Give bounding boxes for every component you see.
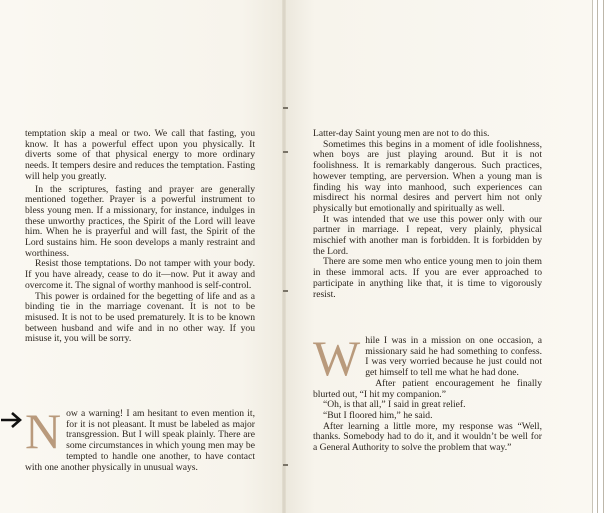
paragraph: Sometimes this begins in a moment of idle foolishness, when boys are just playing around. But it is not foolishness. It is remarkably dangerous. Such practices, however tempting, are perversion. When a young man is finding his way into manhood, such experiences can misdirect his normal desires and pervert him not only physically but emotionally and spiritually as well. bbox=[313, 138, 542, 214]
right-arrow-icon bbox=[0, 410, 24, 430]
paragraph: It was intended that we use this power only with our partner in marriage. I repeat, very plainly, physical mischief with another man is forbidden. It is forbidden by the Lord. bbox=[313, 213, 542, 257]
right-column-text bbox=[313, 129, 542, 300]
paragraph: “But I floored him,” he said. bbox=[323, 409, 433, 421]
binding-mark bbox=[283, 107, 288, 109]
dropcap-letter: W bbox=[313, 330, 361, 386]
paragraph: In the scriptures, fasting and prayer are generally mentioned together. Prayer is a powerful instrument to bless young men. If a missionary, for instance, indulges in these unworthy practices, the Spirit of the Lord will leave him. When he is prayerful and will fast, the Spirit of the Lord sustains him. He soon develops a manly restraint and worthiness. bbox=[25, 183, 255, 259]
right-dropcap-section bbox=[313, 330, 542, 454]
page-edge-line bbox=[603, 0, 604, 513]
paragraph: temptation skip a meal or two. We call that fasting, you know. It has a powerful effect upon you physically. It diverts some of that physical energy to more ordinary needs. It tempers desire and reduces the temptation. Fasting will help you greatly. bbox=[25, 128, 255, 182]
paragraph: Resist those temptations. Do not tamper with your body. If you have already, cease to do it—now. Put it away and overcome it. The signal of worthy manhood is self-control. bbox=[25, 258, 255, 291]
binding-mark bbox=[283, 464, 288, 466]
paragraph: hile I was in a mission on one occasion, a missionary said he had something to confess. I was very worried because he just could not get himself to tell me what he had done. bbox=[365, 335, 542, 379]
paragraph: Latter-day Saint young men are not to do this. bbox=[313, 128, 490, 139]
paragraph: After patient encouragement he finally blurted out, “I hit my companion.” bbox=[313, 377, 542, 400]
dropcap-letter: N bbox=[25, 403, 62, 459]
paragraph: This power is ordained for the begetting of life and as a binding tie in the marriage covenant. It is not to be misused. It is not to be used prematurely. It is to be known between husband and wife and in no other way. If you misuse it, you will be sorry. bbox=[25, 290, 255, 345]
binding-mark bbox=[283, 151, 288, 153]
paragraph: ow a warning! I am hesitant to even mention it, for it is not pleasant. It must be labeled as major transgression. But I will speak plainly. There are some circumstances in which young men may be tempted to handle one another, to have contact with one another physically in unusual ways. bbox=[25, 408, 255, 473]
binding-mark bbox=[283, 290, 288, 292]
left-dropcap-section bbox=[25, 403, 255, 473]
paragraph: There are some men who entice young men to join them in these immoral acts. If you are ever approached to participate in anything like that, it is time to vigorously resist. bbox=[313, 256, 542, 300]
book-gutter bbox=[282, 0, 286, 513]
left-column-text bbox=[25, 129, 255, 345]
page-edge-line bbox=[597, 0, 598, 513]
paragraph: “Oh, is that all,” I said in great relief. bbox=[323, 399, 466, 411]
paragraph: After learning a little more, my response was “Well, thanks. Somebody had to do it, and it wouldn’t be well for a General Authority to solve the problem that way.” bbox=[313, 420, 542, 454]
